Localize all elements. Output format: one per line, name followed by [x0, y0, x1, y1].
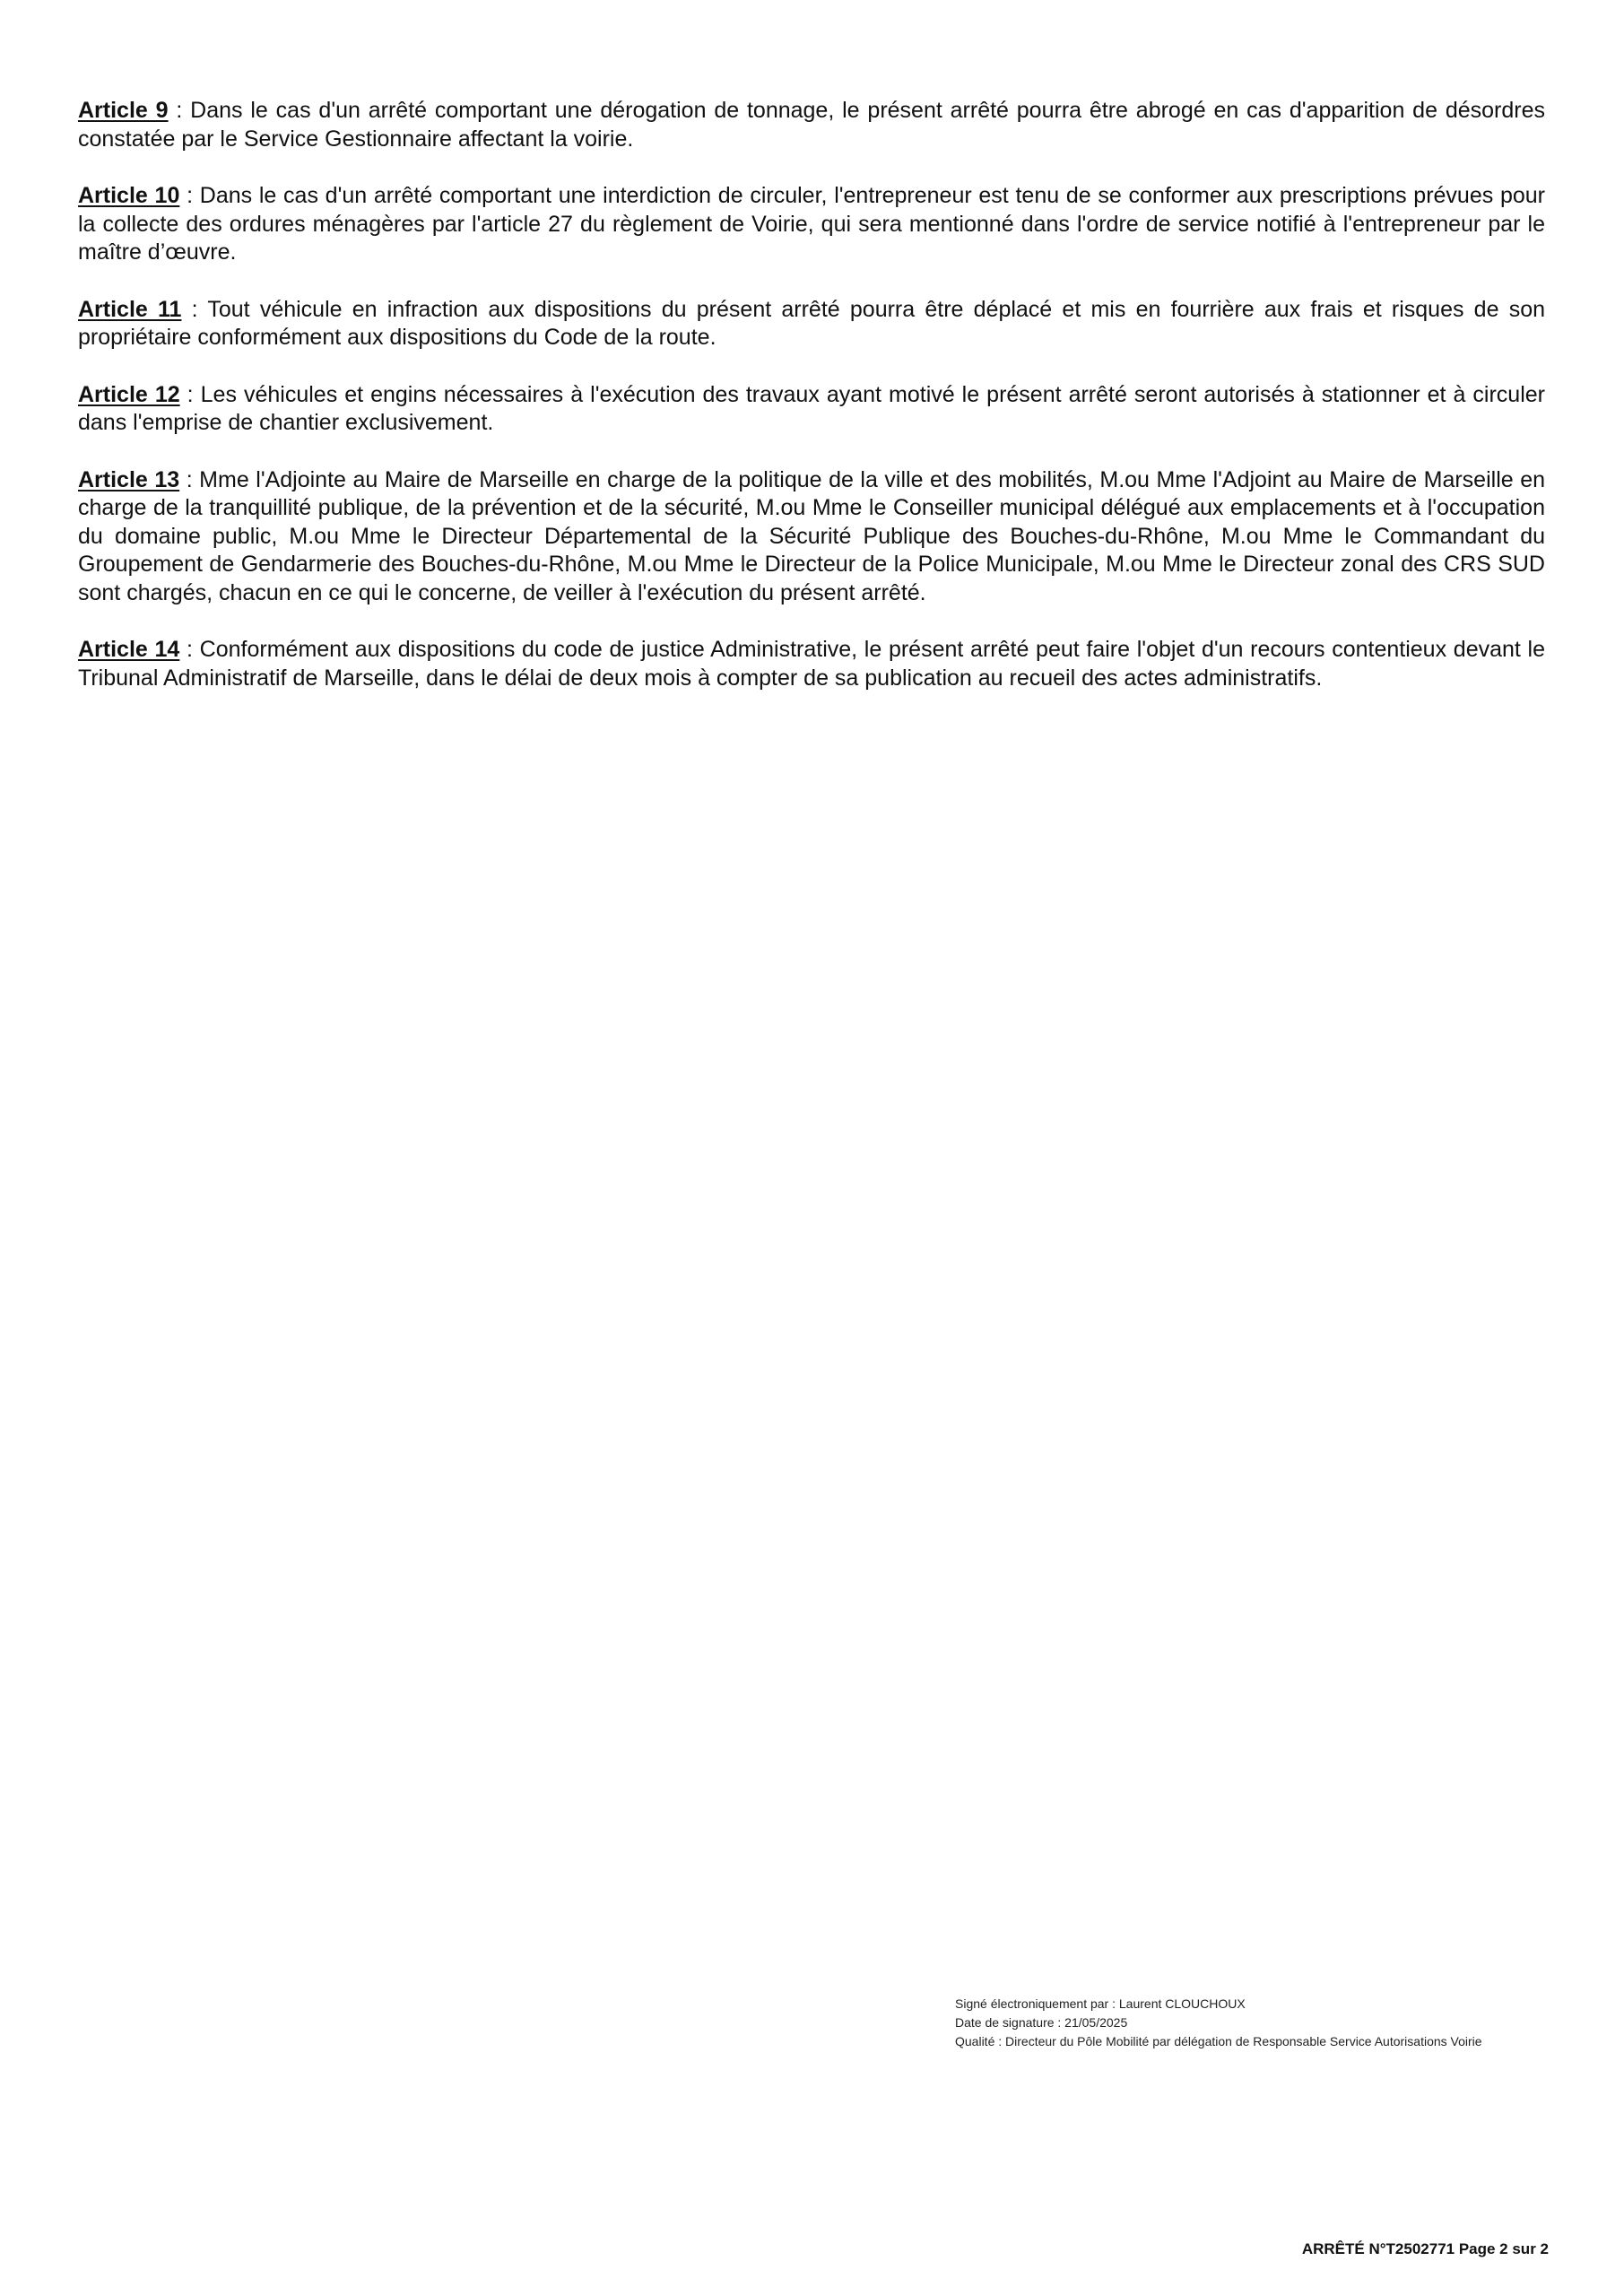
article-label: Article 13 — [78, 466, 180, 492]
article-text: : Tout véhicule en infraction aux dispositions du présent arrêté pourra être déplacé et mis en fourrière aux frais et risques de son propriétaire conformément aux dispositions du Code de la route. — [78, 296, 1546, 350]
article-12 — [78, 381, 1545, 438]
signature-date-line: Date de signature : 21/05/2025 — [955, 2015, 1128, 2030]
article-11 — [78, 296, 1545, 352]
article-text: : Conformément aux dispositions du code de justice Administrative, le présent arrêté peut faire l'objet d'un recours contentieux devant le Tribunal Administratif de Marseille, dans le délai de deux mois à compter de sa publication au recueil des actes administratifs. — [78, 637, 1546, 691]
article-label: Article 9 — [78, 98, 169, 123]
article-text: : Mme l'Adjointe au Maire de Marseille en charge de la politique de la ville et des mobilités, M.ou Mme l'Adjoint au Maire de Marseille en charge de la tranquillité publique, de la prévention et de la sécurité, M.ou Mme le Conseiller municipal délégué aux emplacements et à l'occupation du domaine public, M.ou Mme le Directeur Départemental de la Sécurité Publique des Bouches-du-Rhône, M.ou Mme le Commandant du Groupement de Gendarmerie des Bouches-du-Rhône, M.ou Mme le Directeur de la Police Municipale, M.ou Mme le Directeur zonal des CRS SUD sont chargés, chacun en ce qui le concerne, de veiller à l'exécution du présent arrêté. — [78, 466, 1545, 605]
article-label: Article 11 — [78, 296, 182, 322]
article-label: Article 10 — [78, 183, 180, 208]
page-footer-reference: ARRÊTÉ N°T2502771 Page 2 sur 2 — [1301, 2240, 1549, 2257]
articles-section — [78, 97, 1545, 721]
article-9 — [78, 97, 1545, 153]
article-text: : Dans le cas d'un arrêté comportant une interdiction de circuler, l'entrepreneur est tenu de se conformer aux prescriptions prévues pour la collecte des ordures ménagères par l'article 27 du règlement de Voirie, qui sera mentionné dans l'ordre de service notifié à l'entrepreneur par le maître d’œuvre. — [78, 183, 1546, 265]
article-text: : Dans le cas d'un arrêté comportant une dérogation de tonnage, le présent arrêté pourra être abrogé en cas d'apparition de désordres constatée par le Service Gestionnaire affectant la voirie. — [78, 98, 1545, 152]
article-label: Article 12 — [78, 381, 180, 407]
signed-by-line: Signé électroniquement par : Laurent CLOUCHOUX — [955, 1996, 1246, 2011]
electronic-signature-block — [955, 1995, 1482, 2051]
article-text: : Les véhicules et engins nécessaires à l'exécution des travaux ayant motivé le présent arrêté seront autorisés à stationner et à circuler dans l'emprise de chantier exclusivement. — [78, 381, 1545, 435]
article-10 — [78, 182, 1545, 267]
article-13 — [78, 466, 1545, 608]
signatory-quality-line: Qualité : Directeur du Pôle Mobilité par délégation de Responsable Service Autorisations Voirie — [955, 2034, 1482, 2048]
article-14 — [78, 636, 1545, 692]
article-label: Article 14 — [78, 637, 180, 662]
